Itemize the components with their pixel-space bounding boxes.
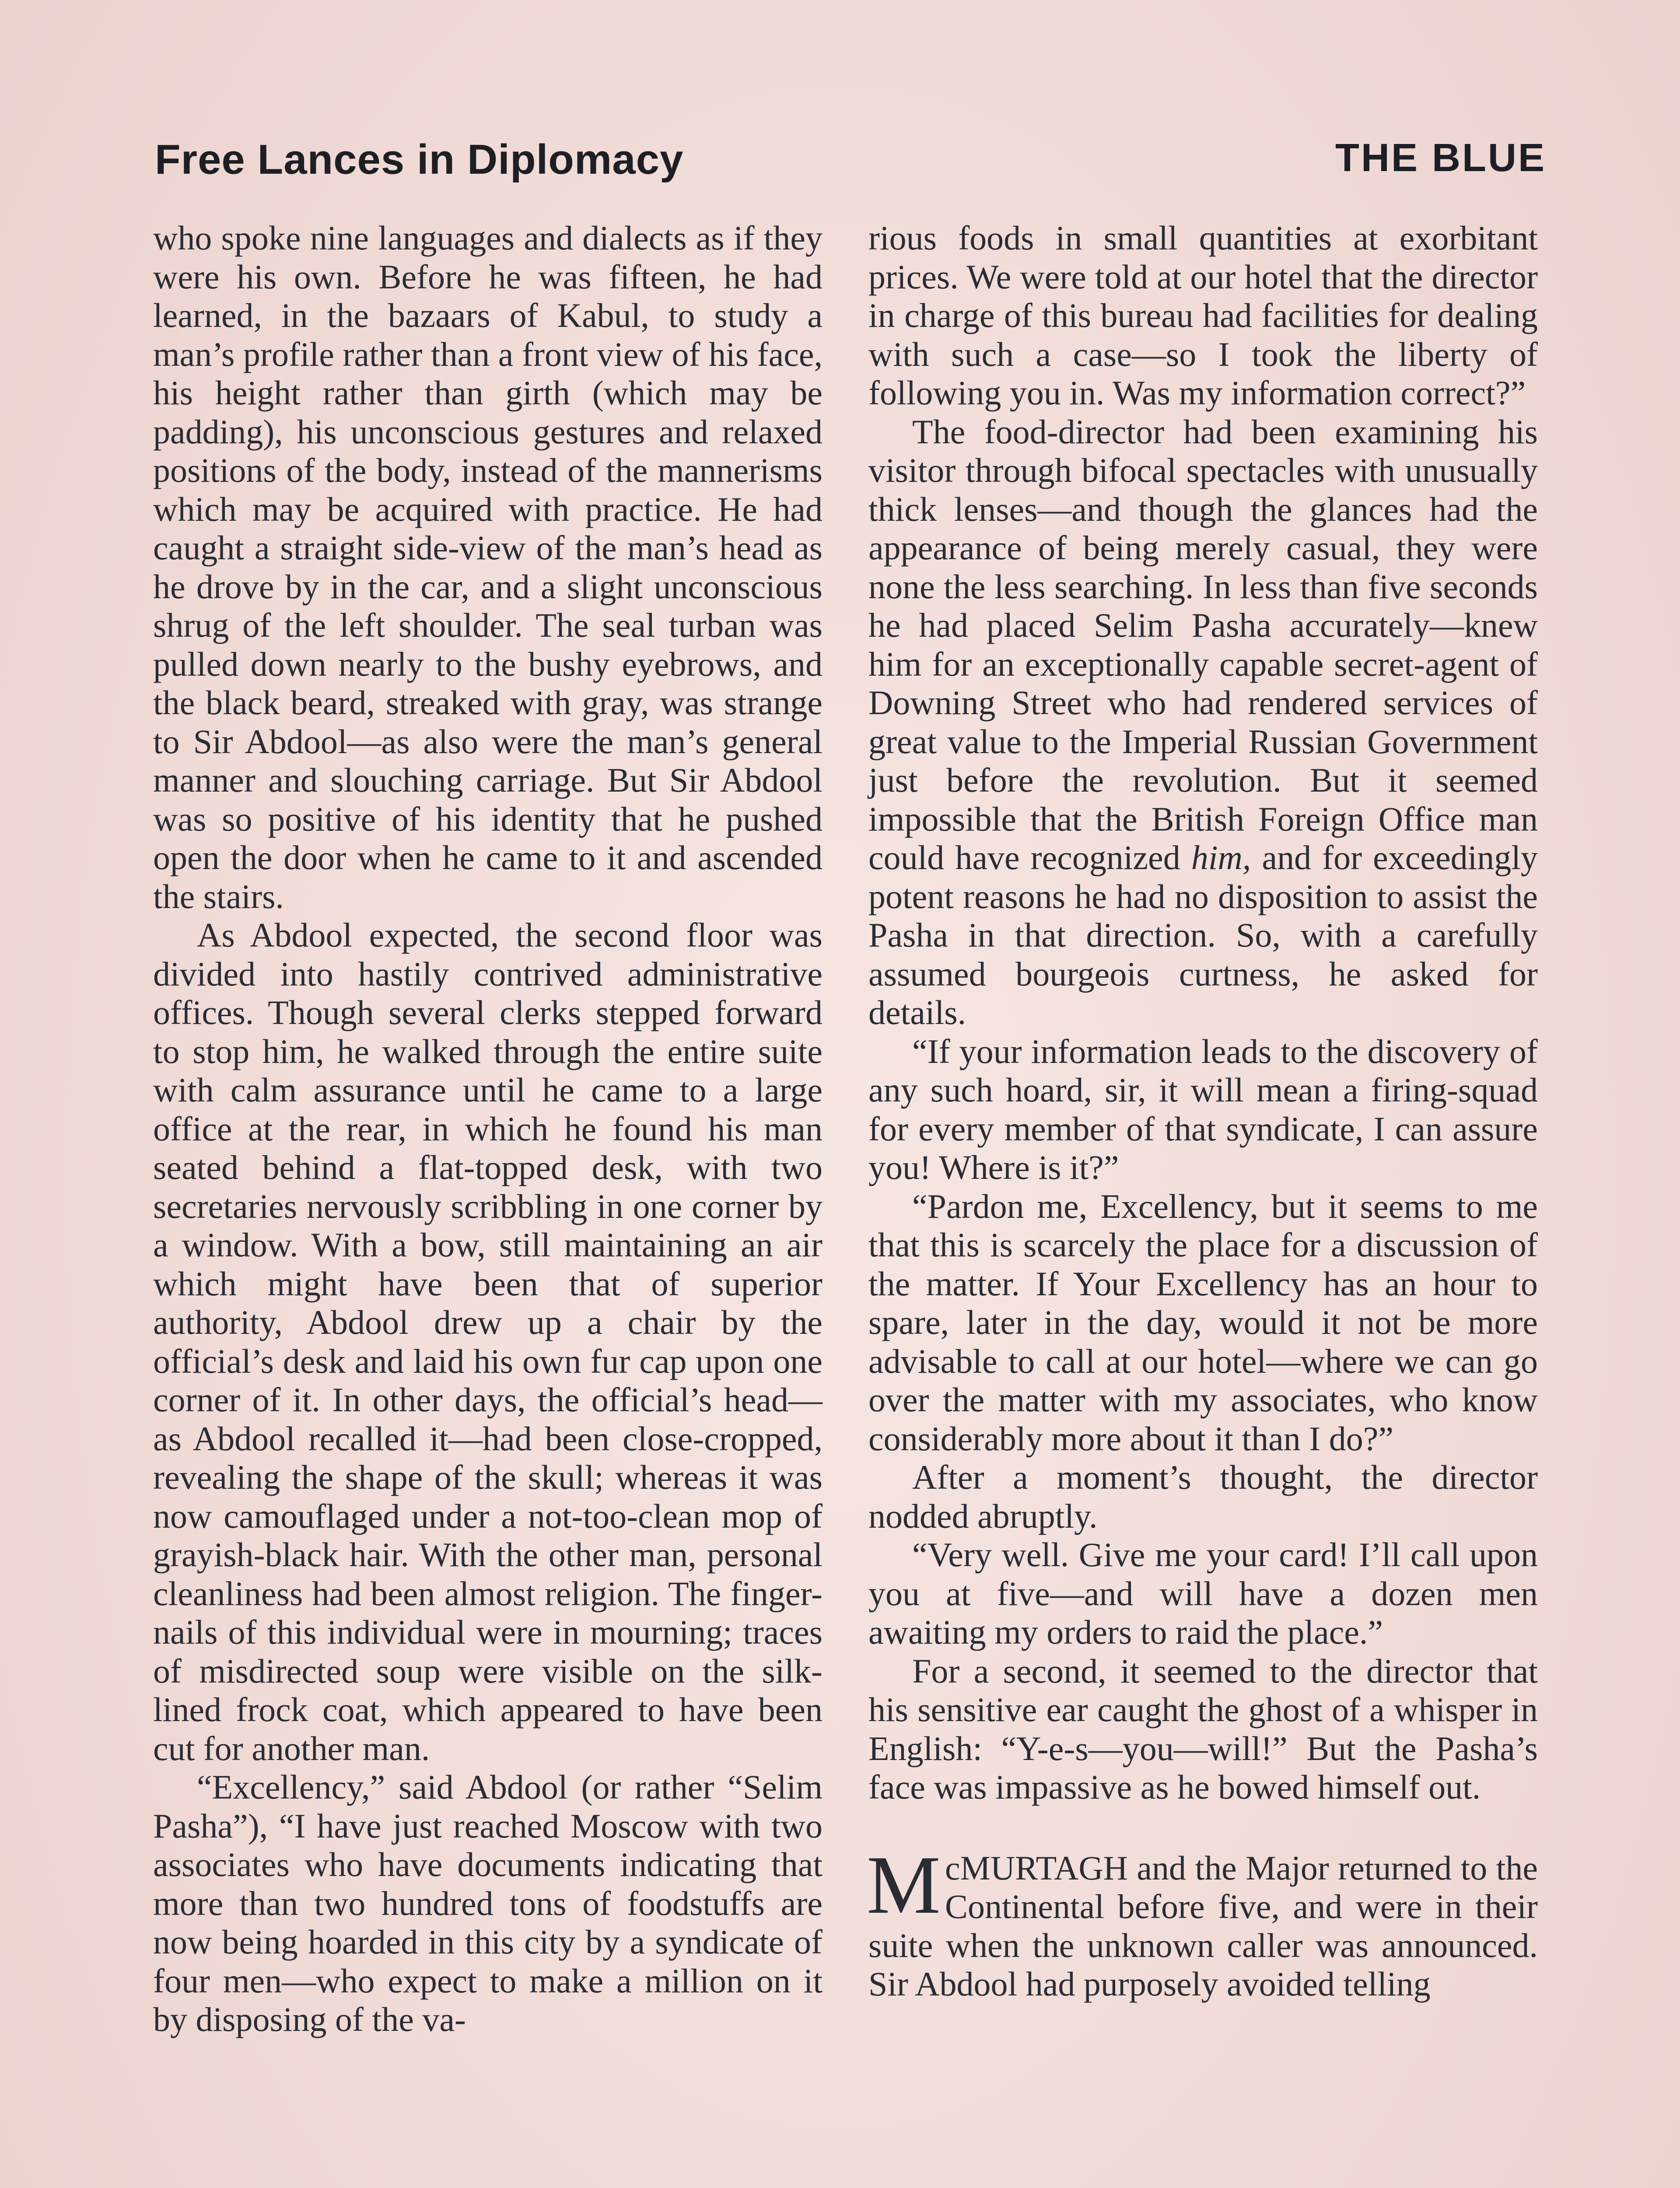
right-column [868,219,1538,2004]
paragraph: As Abdool expected, the second floor was divided into hastily contrived administrative offices. Though several clerks stepped forward to stop him, he walked through the entire suite with calm assurance until he came to a large office at the rear, in which he found his man seated behind a flat-topped desk, with two secretaries nervously scribbling in one corner by a window. With a bow, still maintaining an air which might have been that of superior authority, Abdool drew up a chair by the official’s desk and laid his own fur cap upon one corner of it. In other days, the official’s head—as Abdool recalled it—had been close-cropped, revealing the shape of the skull; whereas it was now camouflaged under a not-too-clean mop of grayish-black hair. With the other man, personal cleanliness had been almost religion. The finger-nails of this individual were in mourning; traces of misdirected soup were visible on the silk-lined frock coat, which appeared to have been cut for another man. [153,916,822,1767]
paragraph: For a second, it seemed to the director that his sensitive ear caught the ghost of a whisper in English: “Y-e-s—you—will!” But the Pasha’s face was impassive as he bowed himself out. [868,1652,1538,1806]
text-run: and for exceedingly potent reasons he had no disposition to assist the Pasha in that direction. So, with a carefully assumed bourgeois curtness, he asked for details. [868,838,1538,1031]
italic-word: him, [1191,838,1251,877]
drop-cap: M [867,1839,941,1931]
running-header [155,128,1546,189]
paragraph: “Pardon me, Excellency, but it seems to me that this is scarcely the place for a discussion of the matter. If Your Excellency has an hour to spare, later in the day, would it not be more advisable to call at our hotel—where we can go over the matter with my associates, who know considerably more about it than I do?” [868,1187,1538,1458]
magazine-name: THE BLUE [1335,136,1546,180]
paragraph: who spoke nine languages and dialects as if they were his own. Before he was fifteen, he had learned, in the bazaars of Kabul, to study a man’s profile rather than a front view of his face, his height rather than girth (which may be padding), his unconscious gestures and relaxed positions of the body, instead of the mannerisms which may be acquired with practice. He had caught a straight side-view of the man’s head as he drove by in the car, and a slight unconscious shrug of the left shoulder. The seal turban was pulled down nearly to the bushy eyebrows, and the black beard, streaked with gray, was strange to Sir Abdool—as also were the man’s general manner and slouching carriage. But Sir Abdool was so positive of his identity that he pushed open the door when he came to it and ascended the stairs. [153,219,822,915]
running-title: Free Lances in Diplomacy [155,136,684,183]
paragraph: “If your information leads to the discovery of any such hoard, sir, it will mean a firing-squad for every member of that syndicate, I can assure you! Where is it?” [868,1032,1538,1186]
text-run: The food-director had been examining his visitor through bifocal spectacles with unusually thick lenses—and though the glances had the appearance of being merely casual, they were none the less searching. In less than five seconds he had placed Selim Pasha accurately—knew him for an exceptionally capable secret-agent of Downing Street who had rendered services of great value to the Imperial Russian Government just before the revolution. But it seemed impossible that the British Foreign Office man could have recognized [868,412,1538,877]
paragraph [868,413,1538,1032]
paragraph: “Excellency,” said Abdool (or rather “Selim Pasha”), “I have just reached Moscow with two associates who have documents indicating that more than two hundred tons of foodstuffs are now being hoarded in this city by a syndicate of four men—who expect to make a million on it by disposing of the va- [153,1768,822,2038]
section-paragraph [867,1839,1538,2004]
left-column [153,219,822,2039]
paragraph: “Very well. Give me your card! I’ll call upon you at five—and will have a dozen men awaiting my orders to raid the place.” [868,1536,1538,1651]
text-run: cMURTAGH and the Major returned to the Continental before five, and were in their suite when the unknown caller was announced. Sir Abdool had purposely avoided telling [868,1848,1538,2003]
paragraph: rious foods in small quantities at exorbitant prices. We were told at our hotel that the director in charge of this bureau had facilities for dealing with such a case—so I took the liberty of following you in. Was my information correct?” [868,219,1538,412]
paragraph: After a moment’s thought, the director nodded abruptly. [868,1458,1538,1535]
